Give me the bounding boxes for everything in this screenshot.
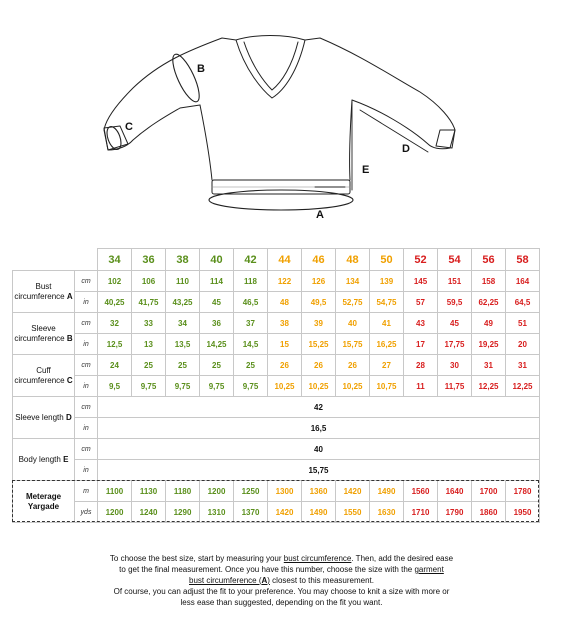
left-body-side xyxy=(200,105,212,180)
cuff_circ-cm-value: 27 xyxy=(370,355,404,376)
meterage-yds-value: 1790 xyxy=(438,502,472,523)
sleeve_circ-in-value: 17 xyxy=(404,334,438,355)
size-header-46: 46 xyxy=(302,249,336,271)
cuff_circ-cm-value: 31 xyxy=(472,355,506,376)
unit-in: in xyxy=(75,376,98,397)
sleeve_circ-in-value: 13 xyxy=(132,334,166,355)
bust-cm-value: 106 xyxy=(132,271,166,292)
row-label-name: Body length xyxy=(18,454,61,464)
meterage-yds-value: 1860 xyxy=(472,502,506,523)
cuff_circ-cm-value: 24 xyxy=(98,355,132,376)
label-a: A xyxy=(316,209,324,221)
unit-in: in xyxy=(75,292,98,313)
bust-in-value: 46,5 xyxy=(234,292,268,313)
unit-in: in xyxy=(75,460,98,481)
sleeve_length-in-row xyxy=(13,418,540,439)
bust-in-value: 52,75 xyxy=(336,292,370,313)
meterage-m-value: 1100 xyxy=(98,481,132,502)
left-sleeve-outline xyxy=(104,38,236,150)
meterage-m-value: 1360 xyxy=(302,481,336,502)
cuff_circ-in-value: 11 xyxy=(404,376,438,397)
bust-cm-row xyxy=(13,271,540,292)
row-label-name: Sleeve circumference xyxy=(14,323,65,343)
measure-b-ellipse xyxy=(168,51,204,105)
body_length-cm-value: 40 xyxy=(98,439,540,460)
meterage-m-value: 1420 xyxy=(336,481,370,502)
bust-in-value: 49,5 xyxy=(302,292,336,313)
row-label-letter: D xyxy=(65,412,72,422)
sleeve_circ-cm-value: 36 xyxy=(200,313,234,334)
cuff_circ-cm-value: 25 xyxy=(132,355,166,376)
bust-cm-value: 145 xyxy=(404,271,438,292)
row-label-name: Cuff circumference xyxy=(14,365,65,385)
meterage-m-value: 1490 xyxy=(370,481,404,502)
label-c: C xyxy=(125,121,133,133)
sleeve_circ-in-value: 16,25 xyxy=(370,334,404,355)
size-header-42: 42 xyxy=(234,249,268,271)
body_length-in-row xyxy=(13,460,540,481)
size-header-36: 36 xyxy=(132,249,166,271)
size-header-34: 34 xyxy=(98,249,132,271)
row-label-name: Sleeve length xyxy=(15,412,64,422)
size-header-44: 44 xyxy=(268,249,302,271)
bust-cm-value: 158 xyxy=(472,271,506,292)
bust-in-value: 54,75 xyxy=(370,292,404,313)
neckline-inner xyxy=(244,42,298,90)
row-label-letter: C xyxy=(66,375,73,385)
sleeve_circ-in-value: 14,5 xyxy=(234,334,268,355)
cuff_circ-in-value: 10,25 xyxy=(268,376,302,397)
meterage-yds-value: 1490 xyxy=(302,502,336,523)
unit-in: in xyxy=(75,334,98,355)
sleeve_circ-cm-value: 40 xyxy=(336,313,370,334)
sweater-schematic xyxy=(0,0,563,235)
cuff_circ-in-value: 12,25 xyxy=(472,376,506,397)
sleeve_length-in-value: 16,5 xyxy=(98,418,540,439)
meterage-yds-value: 1290 xyxy=(166,502,200,523)
sleeve_circ-cm-value: 39 xyxy=(302,313,336,334)
meterage-label: Meterage xyxy=(25,491,62,501)
bust-in-value: 62,25 xyxy=(472,292,506,313)
bust-cm-value: 134 xyxy=(336,271,370,292)
bust-in-value: 40,25 xyxy=(98,292,132,313)
cuff_circ-in-value: 10,25 xyxy=(336,376,370,397)
cuff_circ-cm-value: 28 xyxy=(404,355,438,376)
bust-in-value: 41,75 xyxy=(132,292,166,313)
row-label-sleeve_length xyxy=(13,397,75,439)
size-header-40: 40 xyxy=(200,249,234,271)
row-label-meterage xyxy=(13,481,75,523)
measure-a-ellipse xyxy=(209,190,353,210)
size-header-52: 52 xyxy=(404,249,438,271)
sleeve_circ-in-value: 15,75 xyxy=(336,334,370,355)
meterage-m-value: 1300 xyxy=(268,481,302,502)
meterage-m-value: 1180 xyxy=(166,481,200,502)
sizing-instructions xyxy=(70,553,493,608)
bust-cm-value: 118 xyxy=(234,271,268,292)
unit-yds: yds xyxy=(75,502,98,523)
meterage-yds-value: 1420 xyxy=(268,502,302,523)
cuff_circ-cm-value: 31 xyxy=(506,355,540,376)
row-label-letter: B xyxy=(66,333,73,343)
bust-cm-value: 151 xyxy=(438,271,472,292)
size-header-38: 38 xyxy=(166,249,200,271)
unit-cm: cm xyxy=(75,313,98,334)
meterage-m-value: 1200 xyxy=(200,481,234,502)
header-blank-cell xyxy=(13,249,98,271)
size-header-48: 48 xyxy=(336,249,370,271)
sleeve_circ-cm-value: 34 xyxy=(166,313,200,334)
sleeve_circ-cm-value: 32 xyxy=(98,313,132,334)
bust-in-value: 57 xyxy=(404,292,438,313)
meterage-yds-row xyxy=(13,502,540,523)
meterage-yds-value: 1310 xyxy=(200,502,234,523)
bust-in-value: 43,25 xyxy=(166,292,200,313)
cuff_circ-in-value: 9,75 xyxy=(200,376,234,397)
unit-cm: cm xyxy=(75,271,98,292)
bust-in-value: 48 xyxy=(268,292,302,313)
size-header-50: 50 xyxy=(370,249,404,271)
sleeve_circ-in-value: 13,5 xyxy=(166,334,200,355)
row-label-bust xyxy=(13,271,75,313)
meterage-m-value: 1700 xyxy=(472,481,506,502)
size-header-56: 56 xyxy=(472,249,506,271)
sleeve_length-cm-value: 42 xyxy=(98,397,540,418)
cuff_circ-in-value: 9,5 xyxy=(98,376,132,397)
sleeve_circ-cm-value: 45 xyxy=(438,313,472,334)
yardage-label: Yargade xyxy=(27,501,60,511)
row-label-name: Bust circumference xyxy=(14,281,65,301)
cuff_circ-in-value: 9,75 xyxy=(132,376,166,397)
sleeve_circ-cm-value: 38 xyxy=(268,313,302,334)
sleeve_circ-in-value: 15 xyxy=(268,334,302,355)
row-label-sleeve_circ xyxy=(13,313,75,355)
meterage-yds-value: 1200 xyxy=(98,502,132,523)
label-e: E xyxy=(362,164,370,176)
cuff_circ-in-value: 12,25 xyxy=(506,376,540,397)
meterage-yds-value: 1240 xyxy=(132,502,166,523)
meterage-yds-value: 1370 xyxy=(234,502,268,523)
size-header-54: 54 xyxy=(438,249,472,271)
cuff_circ-cm-row xyxy=(13,355,540,376)
meterage-m-value: 1780 xyxy=(506,481,540,502)
sleeve_circ-in-value: 12,5 xyxy=(98,334,132,355)
bust-in-value: 64,5 xyxy=(506,292,540,313)
sleeve_circ-in-value: 19,25 xyxy=(472,334,506,355)
sleeve_circ-cm-value: 43 xyxy=(404,313,438,334)
meterage-m-value: 1640 xyxy=(438,481,472,502)
size-header-row xyxy=(13,249,540,271)
measure-d-arrow xyxy=(360,110,428,152)
label-b: B xyxy=(197,63,205,75)
instructions-line-2: to get the final measurement. Once you have this number, choose the size with the garment xyxy=(119,565,444,574)
meterage-yds-value: 1710 xyxy=(404,502,438,523)
cuff_circ-cm-value: 25 xyxy=(166,355,200,376)
bust-in-value: 59,5 xyxy=(438,292,472,313)
sleeve_circ-in-value: 14,25 xyxy=(200,334,234,355)
bust-in-value: 45 xyxy=(200,292,234,313)
row-label-body_length xyxy=(13,439,75,481)
meterage-yds-value: 1950 xyxy=(506,502,540,523)
sleeve_circ-in-value: 17,75 xyxy=(438,334,472,355)
sleeve_circ-in-value: 20 xyxy=(506,334,540,355)
unit-cm: cm xyxy=(75,397,98,418)
unit-cm: cm xyxy=(75,439,98,460)
sleeve_circ-cm-value: 51 xyxy=(506,313,540,334)
bust-in-row xyxy=(13,292,540,313)
sleeve_circ-cm-value: 41 xyxy=(370,313,404,334)
bust-cm-value: 110 xyxy=(166,271,200,292)
sleeve_circ-cm-row xyxy=(13,313,540,334)
sleeve_circ-cm-value: 49 xyxy=(472,313,506,334)
cuff_circ-cm-value: 26 xyxy=(268,355,302,376)
cuff_circ-in-row xyxy=(13,376,540,397)
cuff_circ-in-value: 11,75 xyxy=(438,376,472,397)
body_length-cm-row xyxy=(13,439,540,460)
right-sleeve-outline xyxy=(305,38,455,149)
bust-cm-value: 122 xyxy=(268,271,302,292)
meterage-m-value: 1130 xyxy=(132,481,166,502)
instructions-line-5: less ease than suggested, depending on the fit you want. xyxy=(180,598,383,607)
cuff_circ-in-value: 10,25 xyxy=(302,376,336,397)
cuff_circ-in-value: 9,75 xyxy=(234,376,268,397)
meterage-yds-value: 1550 xyxy=(336,502,370,523)
unit-cm: cm xyxy=(75,355,98,376)
sleeve_circ-in-row xyxy=(13,334,540,355)
row-label-letter: A xyxy=(66,291,73,301)
instructions-line-1: To choose the best size, start by measuring your bust circumference. Then, add the desired ease xyxy=(109,554,454,563)
cuff_circ-in-value: 9,75 xyxy=(166,376,200,397)
sleeve_circ-in-value: 15,25 xyxy=(302,334,336,355)
meterage-m-row xyxy=(13,481,540,502)
cuff_circ-cm-value: 25 xyxy=(234,355,268,376)
unit-in: in xyxy=(75,418,98,439)
label-d: D xyxy=(402,143,410,155)
instructions-line-3: bust circumference (A) closest to this measurement. xyxy=(189,576,374,585)
instructions-line-4: Of course, you can adjust the fit to your preference. You may choose to knit a size with more or xyxy=(113,587,450,596)
cuff_circ-in-value: 10,75 xyxy=(370,376,404,397)
row-label-cuff_circ xyxy=(13,355,75,397)
sleeve_circ-cm-value: 37 xyxy=(234,313,268,334)
sleeve_length-cm-row xyxy=(13,397,540,418)
bust-cm-value: 164 xyxy=(506,271,540,292)
row-label-letter: E xyxy=(63,454,69,464)
meterage-m-value: 1250 xyxy=(234,481,268,502)
cuff_circ-cm-value: 26 xyxy=(302,355,336,376)
bust-cm-value: 114 xyxy=(200,271,234,292)
unit-m: m xyxy=(75,481,98,502)
body_length-in-value: 15,75 xyxy=(98,460,540,481)
meterage-m-value: 1560 xyxy=(404,481,438,502)
meterage-yds-value: 1630 xyxy=(370,502,404,523)
cuff_circ-cm-value: 25 xyxy=(200,355,234,376)
bust-cm-value: 102 xyxy=(98,271,132,292)
bust-cm-value: 126 xyxy=(302,271,336,292)
cuff_circ-cm-value: 26 xyxy=(336,355,370,376)
sleeve_circ-cm-value: 33 xyxy=(132,313,166,334)
size-table xyxy=(12,248,540,523)
cuff_circ-cm-value: 30 xyxy=(438,355,472,376)
size-header-58: 58 xyxy=(506,249,540,271)
bust-cm-value: 139 xyxy=(370,271,404,292)
